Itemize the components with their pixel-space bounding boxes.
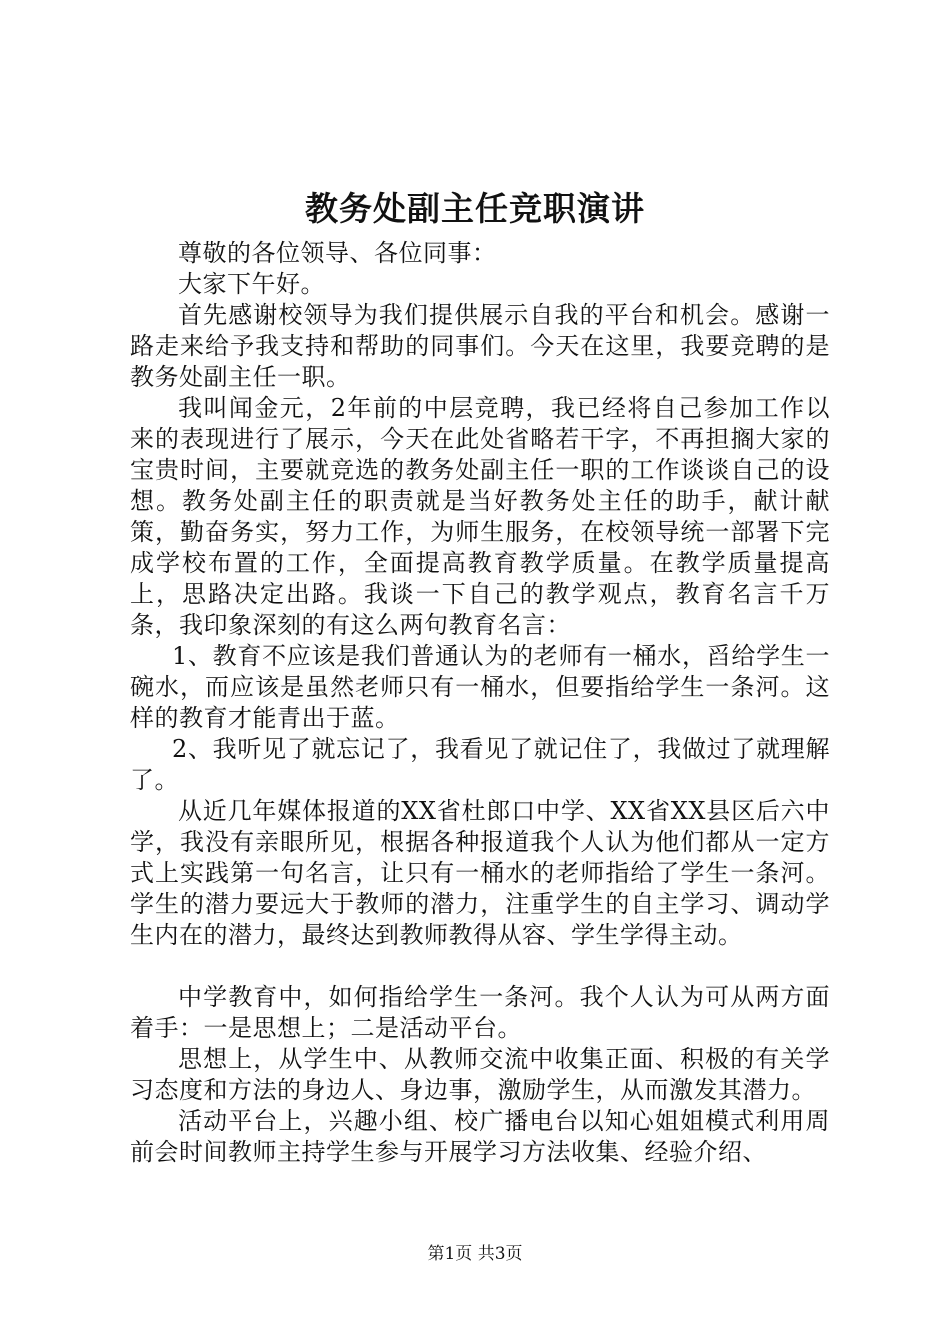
paragraph-platform: 活动平台上，兴趣小组、校广播电台以知心姐姐模式利用周前会时间教师主持学生参与开展学习方法收集、经验介绍、 bbox=[130, 1107, 830, 1166]
quote-item-1: 1、教育不应该是我们普通认为的老师有一桶水，舀给学生一碗水，而应该是虽然老师只有一桶水，但要指给学生一条河。这样的教育才能青出于蓝。 bbox=[130, 642, 830, 732]
document-title: 教务处副主任竞职演讲 bbox=[305, 189, 645, 228]
page-number: 第1页 共3页 bbox=[427, 1244, 523, 1264]
paragraph-examples: 从近几年媒体报道的XX省杜郎口中学、XX省XX县区后六中学，我没有亲眼所见，根据各种报道我个人认为他们都从一定方式上实践第一句名言，让只有一桶水的老师指给了学生一条河。学生的潜力要远大于教师的潜力，注重学生的自主学习、调动学生内在的潜力，最终达到教师教得从容、学生学得主动。 bbox=[130, 797, 830, 949]
paragraph-thanks: 首先感谢校领导为我们提供展示自我的平台和机会。感谢一路走来给予我支持和帮助的同事们。今天在这里，我要竞聘的是教务处副主任一职。 bbox=[130, 301, 830, 391]
paragraph-introduction: 我叫闻金元，2年前的中层竞聘，我已经将自己参加工作以来的表现进行了展示，今天在此处省略若干字，不再担搁大家的宝贵时间，主要就竞选的教务处副主任一职的工作谈谈自己的设想。教务处副主任的职责就是当好教务处主任的助手，献计献策，勤奋务实，努力工作，为师生服务，在校领导统一部署下完成学校布置的工作，全面提高教育教学质量。在教学质量提高上，思路决定出路。我谈一下自己的教学观点，教育名言千万条，我印象深刻的有这么两句教育名言： bbox=[130, 394, 830, 639]
paragraph-approach: 中学教育中，如何指给学生一条河。我个人认为可从两方面着手：一是思想上；二是活动平台。 bbox=[130, 983, 830, 1042]
quote-item-2: 2、我听见了就忘记了，我看见了就记住了，我做过了就理解了。 bbox=[130, 735, 830, 794]
greeting: 大家下午好。 bbox=[178, 270, 325, 298]
document-body bbox=[130, 238, 830, 1168]
paragraph-thought: 思想上，从学生中、从教师交流中收集正面、积极的有关学习态度和方法的身边人、身边事，激励学生，从而激发其潜力。 bbox=[130, 1045, 830, 1104]
paragraph-gap bbox=[130, 951, 830, 982]
salutation: 尊敬的各位领导、各位同事： bbox=[178, 239, 497, 267]
